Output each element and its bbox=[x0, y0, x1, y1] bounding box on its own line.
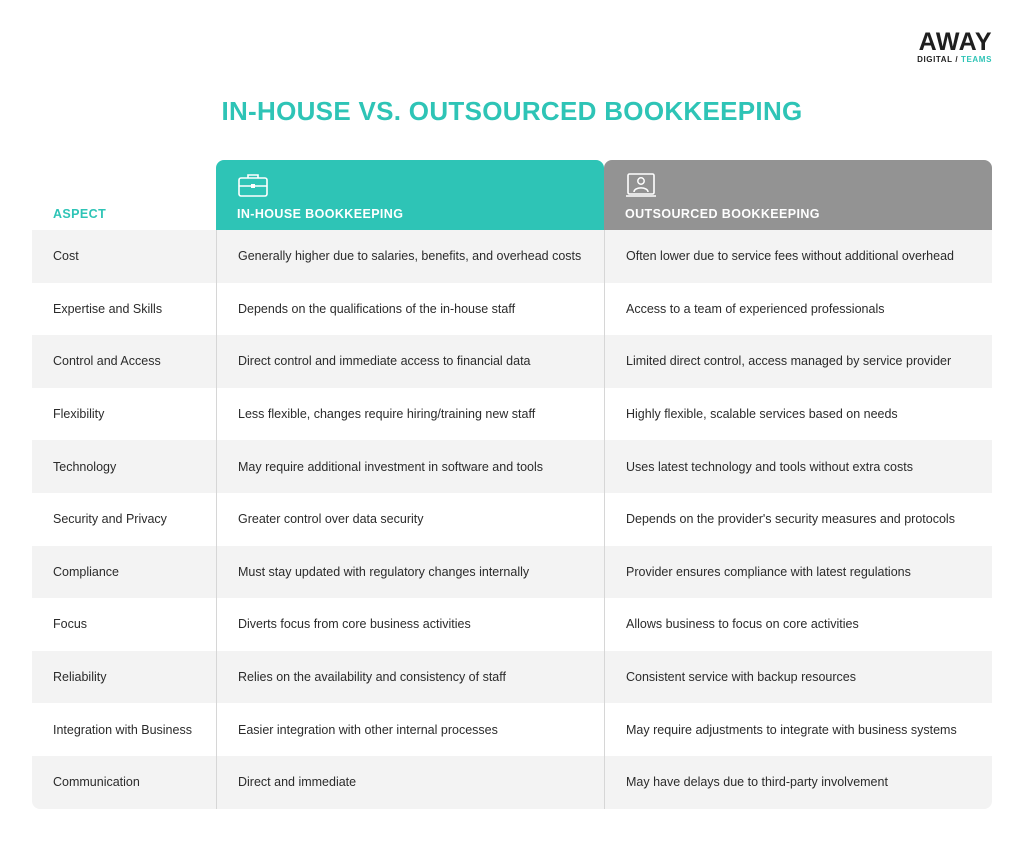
in-house-cell: Direct control and immediate access to financial data bbox=[216, 335, 604, 388]
table-row bbox=[32, 493, 992, 546]
in-house-cell: Must stay updated with regulatory changes internally bbox=[216, 546, 604, 599]
header-aspect bbox=[32, 160, 216, 230]
table-row bbox=[32, 598, 992, 651]
in-house-cell: Less flexible, changes require hiring/training new staff bbox=[216, 388, 604, 441]
in-house-cell: Easier integration with other internal processes bbox=[216, 703, 604, 756]
header-in-house bbox=[216, 160, 604, 230]
aspect-cell: Focus bbox=[53, 617, 88, 632]
comparison-table bbox=[32, 160, 992, 809]
outsourced-cell: Access to a team of experienced professionals bbox=[604, 283, 992, 336]
table-row bbox=[32, 756, 992, 809]
aspect-cell: Technology bbox=[53, 459, 117, 474]
in-house-cell: Generally higher due to salaries, benefits, and overhead costs bbox=[216, 230, 604, 283]
table-row bbox=[32, 546, 992, 599]
table-body bbox=[32, 230, 992, 809]
outsourced-cell: Uses latest technology and tools without extra costs bbox=[604, 440, 992, 493]
aspect-cell: Communication bbox=[53, 775, 140, 790]
aspect-cell: Control and Access bbox=[53, 354, 161, 369]
in-house-cell: Diverts focus from core business activities bbox=[216, 598, 604, 651]
briefcase-icon bbox=[237, 172, 269, 198]
in-house-cell: Depends on the qualifications of the in-house staff bbox=[216, 283, 604, 336]
aspect-cell: Reliability bbox=[53, 670, 107, 685]
outsourced-cell: Provider ensures compliance with latest regulations bbox=[604, 546, 992, 599]
brand-logo bbox=[917, 30, 992, 66]
aspect-cell: Cost bbox=[53, 249, 79, 264]
page-title: IN-HOUSE VS. OUTSOURCED BOOKKEEPING bbox=[221, 96, 803, 126]
outsourced-cell: Highly flexible, scalable services based on needs bbox=[604, 388, 992, 441]
table-row bbox=[32, 388, 992, 441]
header-outsourced-label: OUTSOURCED BOOKKEEPING bbox=[625, 207, 820, 221]
outsourced-cell: Depends on the provider's security measures and protocols bbox=[604, 493, 992, 546]
outsourced-cell: May have delays due to third-party involvement bbox=[604, 756, 992, 809]
table-row bbox=[32, 283, 992, 336]
aspect-cell: Compliance bbox=[53, 564, 120, 579]
aspect-cell: Security and Privacy bbox=[53, 512, 167, 527]
in-house-cell: Relies on the availability and consistency of staff bbox=[216, 651, 604, 704]
header-outsourced bbox=[604, 160, 992, 230]
outsourced-cell: Consistent service with backup resources bbox=[604, 651, 992, 704]
outsourced-cell: Limited direct control, access managed by service provider bbox=[604, 335, 992, 388]
in-house-cell: Direct and immediate bbox=[216, 756, 604, 809]
aspect-cell: Integration with Business bbox=[53, 722, 192, 737]
logo-subtitle: DIGITAL / TEAMS bbox=[917, 55, 992, 64]
outsourced-cell: May require adjustments to integrate with business systems bbox=[604, 703, 992, 756]
table-row bbox=[32, 335, 992, 388]
table-row bbox=[32, 651, 992, 704]
remote-worker-icon bbox=[625, 172, 657, 198]
in-house-cell: May require additional investment in software and tools bbox=[216, 440, 604, 493]
aspect-cell: Flexibility bbox=[53, 407, 105, 422]
table-row bbox=[32, 440, 992, 493]
outsourced-cell: Allows business to focus on core activities bbox=[604, 598, 992, 651]
outsourced-cell: Often lower due to service fees without additional overhead bbox=[604, 230, 992, 283]
table-row bbox=[32, 703, 992, 756]
header-in-house-label: IN-HOUSE BOOKKEEPING bbox=[237, 207, 404, 221]
in-house-cell: Greater control over data security bbox=[216, 493, 604, 546]
header-aspect-label: ASPECT bbox=[53, 207, 107, 221]
table-row bbox=[32, 230, 992, 283]
aspect-cell: Expertise and Skills bbox=[53, 301, 163, 316]
logo-wordmark: AWAY bbox=[918, 28, 992, 56]
table-header bbox=[32, 160, 992, 230]
